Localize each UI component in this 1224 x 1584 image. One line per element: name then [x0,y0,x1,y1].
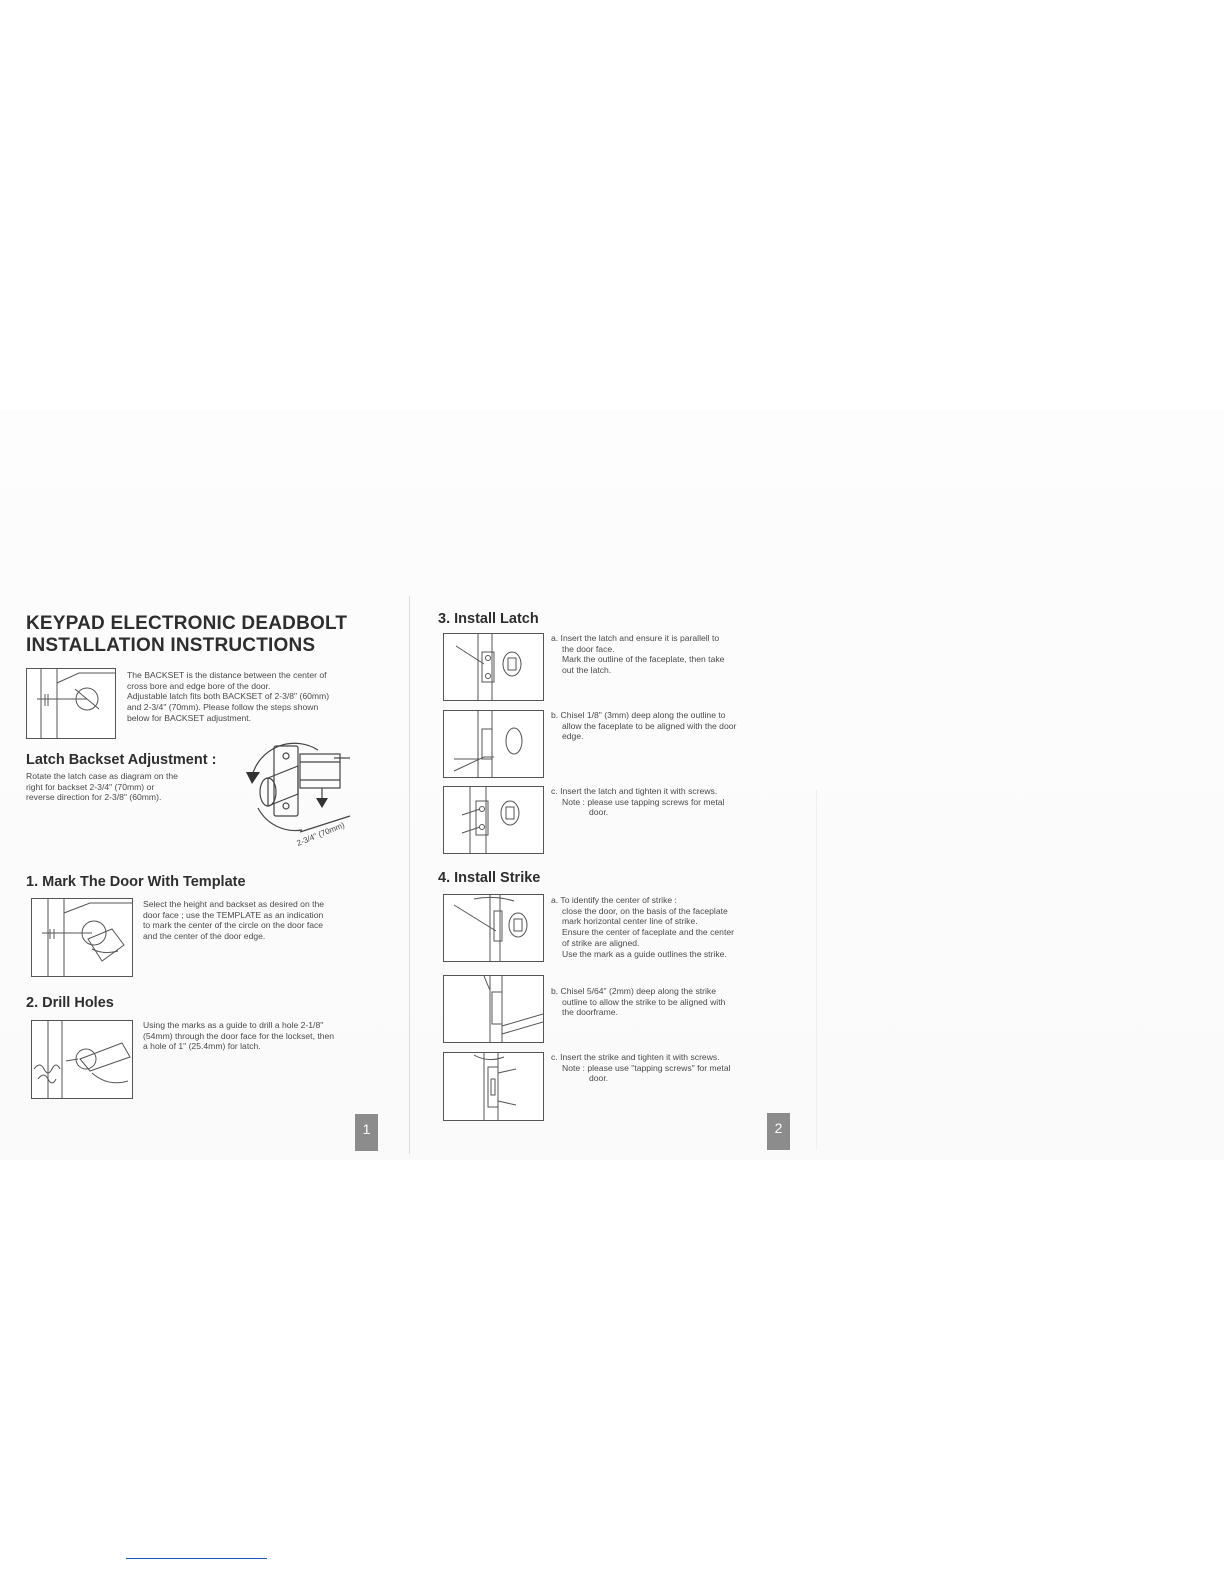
step2-line: a hole of 1" (25.4mm) for latch. [143,1041,261,1052]
chisel-faceplate-diagram [443,710,544,778]
step4c-line: door. [589,1073,609,1084]
step1-text [143,899,324,942]
step4b-line: b. Chisel 5/64" (2mm) deep along the strike [551,986,716,996]
step3a-line: out the latch. [562,665,612,676]
step4c-text [551,1052,731,1084]
step4a-line: Ensure the center of faceplate and the center [562,927,734,938]
step3-heading: 3. Install Latch [438,611,539,627]
step3b-line: b. Chisel 1/8" (3mm) deep along the outline to [551,710,726,720]
step3b-line: allow the faceplate to be aligned with the door [562,720,737,731]
backset-diagram [26,668,116,739]
step2-text [143,1020,334,1052]
step3a-line: the door face. [562,643,615,654]
title-line-2: INSTALLATION INSTRUCTIONS [26,635,316,656]
latch-rotation-diagram [238,736,364,854]
step3b-text [551,710,736,742]
page-number-right: 2 [767,1113,790,1150]
step1-heading: 1. Mark The Door With Template [26,874,246,890]
chisel-strike-diagram [443,975,544,1043]
step4b-line: the doorframe. [562,1007,618,1018]
manual-title [26,613,347,657]
tighten-latch-diagram [443,786,544,854]
step3c-line: Note : please use tapping screws for metal [562,796,725,807]
step4c-line: c. Insert the strike and tighten it with screws. [551,1052,720,1062]
step3a-line: a. Insert the latch and ensure it is parallell to [551,633,720,643]
step2-heading: 2. Drill Holes [26,995,114,1011]
step2-line: Using the marks as a guide to drill a hole 2-1/8" [143,1020,324,1030]
strike-center-diagram [443,894,544,962]
insert-latch-diagram [443,633,544,701]
latch-backset-line: reverse direction for 2-3/8" (60mm). [26,792,162,803]
step1-line: to mark the center of the circle on the door face [143,920,324,931]
step3c-line: c. Insert the latch and tighten it with screws. [551,786,718,796]
step4c-line: Note : please use "tapping screws" for metal [562,1062,731,1073]
step4a-line: a. To identify the center of strike : [551,895,677,905]
step3c-text [551,786,724,818]
mark-door-diagram [31,898,133,977]
intro-line: Adjustable latch fits both BACKSET of 2-3/8" (60mm) [127,691,330,702]
step3c-line: door. [589,807,609,818]
step2-line: (54mm) through the door face for the lockset, then [143,1030,335,1041]
step4-heading: 4. Install Strike [438,870,541,886]
step4b-text [551,986,725,1018]
step1-line: and the center of the door edge. [143,931,266,942]
step4a-line: close the door, on the basis of the faceplate [562,905,728,916]
intro-line: The BACKSET is the distance between the center of [127,670,327,680]
step4b-line: outline to allow the strike to be aligned with [562,996,726,1007]
intro-line: cross bore and edge bore of the door. [127,680,271,691]
step1-line: Select the height and backset as desired on the [143,899,325,909]
latch-backset-line: Rotate the latch case as diagram on the [26,771,178,781]
title-line-1: KEYPAD ELECTRONIC DEADBOLT [26,613,348,634]
latch-backset-line: right for backset 2-3/4" (70mm) or [26,781,155,792]
page-edge [816,790,817,1150]
drill-holes-diagram [31,1020,133,1099]
link-underline [126,1558,267,1559]
intro-line: and 2-3/4" (70mm). Please follow the steps shown [127,702,319,713]
latch-backset-heading: Latch Backset Adjustment : [26,752,217,768]
step4a-text [551,895,734,959]
tighten-strike-diagram [443,1052,544,1121]
page-fold-divider [409,596,410,1154]
step1-line: door face ; use the TEMPLATE as an indication [143,909,324,920]
backset-intro-text [127,670,329,724]
step4a-line: Use the mark as a guide outlines the strike. [562,948,727,959]
page-number-left: 1 [355,1114,378,1151]
step3a-line: Mark the outline of the faceplate, then take [562,654,725,665]
backset-dimension-label: 2-3/4" (70mm) [295,820,346,848]
step4a-line: mark horizontal center line of strike. [562,916,698,927]
intro-line: below for BACKSET adjustment. [127,712,252,723]
step3a-text [551,633,724,676]
step4a-line: of strike are aligned. [562,937,640,948]
latch-backset-text [26,771,178,803]
step3b-line: edge. [562,731,584,742]
